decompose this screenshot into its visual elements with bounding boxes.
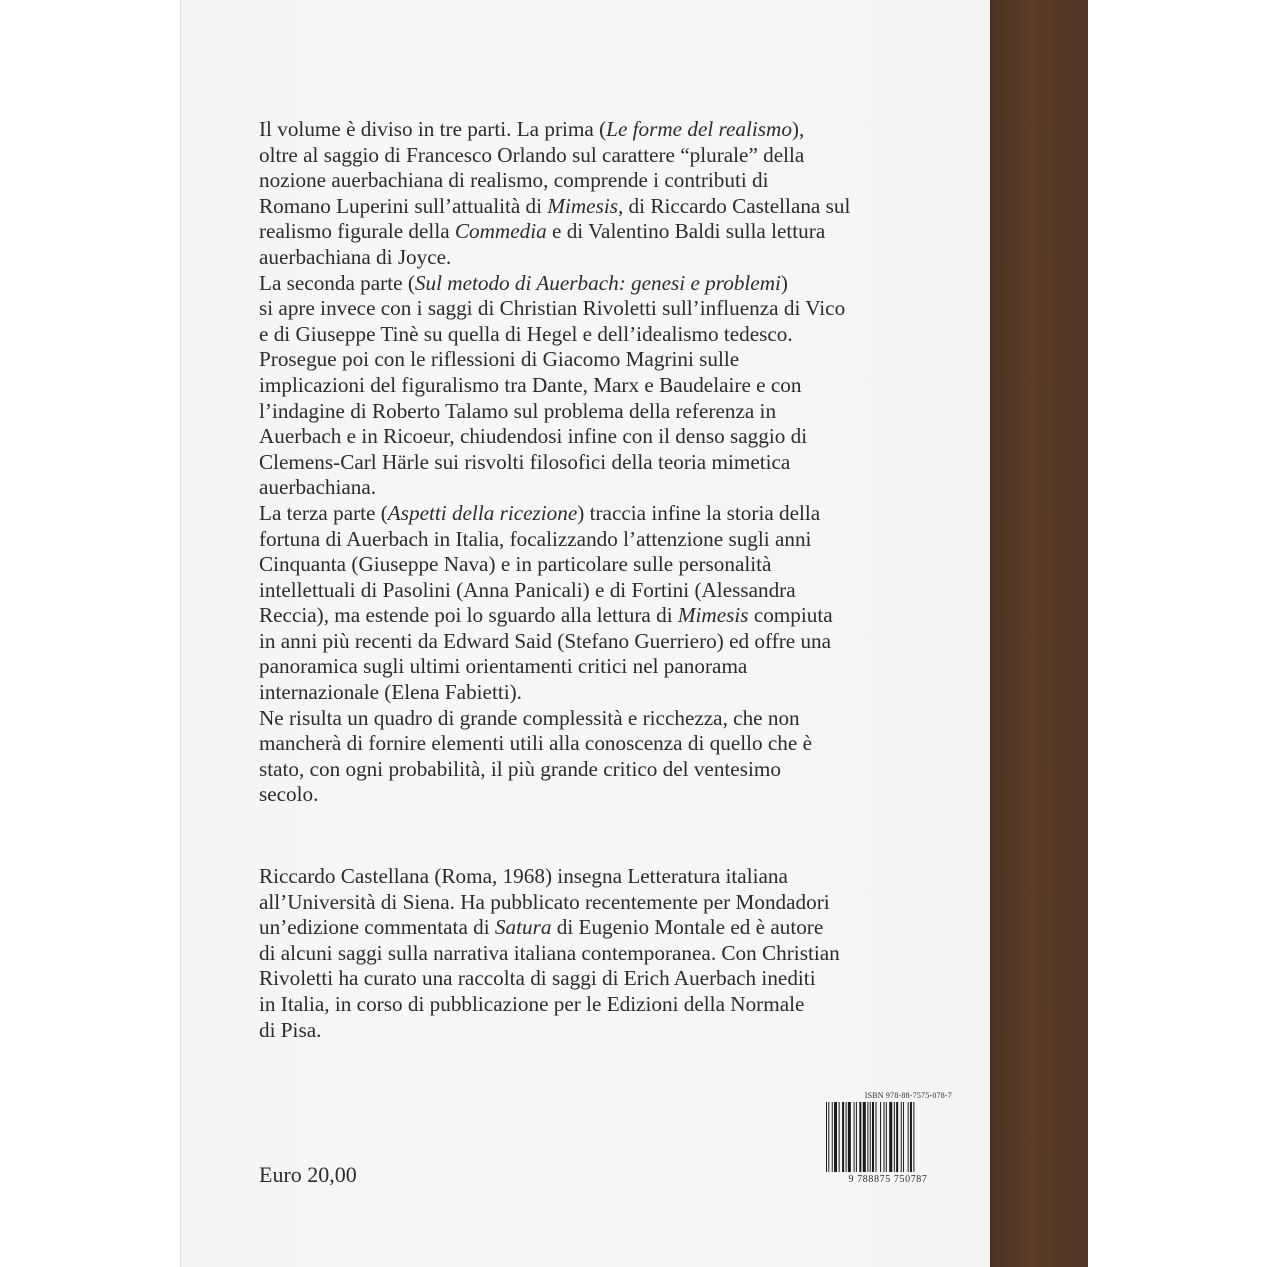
barcode-bar: [842, 1102, 844, 1172]
blurb-text: [259, 117, 949, 808]
barcode-bar: [848, 1102, 851, 1172]
barcode-bar: [880, 1102, 881, 1172]
barcode-bar: [872, 1102, 874, 1172]
blurb-paragraph-2: La seconda parte (Sul metodo di Auerbach: genesi e problemi) si apre invece con i saggi di Christian Rivoletti sull’influenza di Vico e di Giuseppe Tinè su quella di Hegel e dell’idealismo tedesco. Prosegue poi con le riflessioni di Giacomo Magrini sulle implicazioni del figuralismo tra Dante, Marx e Baudelaire e con l’indagine di Roberto Talamo sul problema della referenza in Auerbach e in Ricoeur, chiudendosi infine con il denso saggio di Clemens-Carl Härle sui risvolti filosofici della teoria mimetica auerbachiana.: [259, 270, 846, 500]
book-spine: [990, 0, 1088, 1267]
barcode-bar: [913, 1102, 914, 1172]
barcode-bar: [884, 1102, 885, 1172]
barcode-bar: [910, 1102, 912, 1172]
barcode-bar: [867, 1102, 868, 1172]
barcode-digits: 9 788875 750787: [848, 1174, 928, 1185]
barcode-bar: [886, 1102, 887, 1172]
barcode-bar: [894, 1102, 895, 1172]
barcode-bar: [834, 1102, 837, 1172]
barcode-bar: [856, 1102, 857, 1172]
blurb-paragraph-3: La terza parte (Aspetti della ricezione) traccia infine la storia della fortuna di Auerbach in Italia, focalizzando l’attenzione sugli anni Cinquanta (Giuseppe Nava) e in particolare sulle personalità intellettuali di Pasolini (Anna Panicali) e di Fortini (Alessandra Reccia), ma estende poi lo sguardo alla lettura di Mimesis compiuta in anni più recenti da Edward Said (Stefano Guerriero) ed offre una panoramica sugli ultimi orientamenti critici nel panorama internazionale (Elena Fabietti).: [259, 500, 833, 705]
barcode-bar: [846, 1102, 847, 1172]
barcode-bar: [901, 1102, 902, 1172]
barcode-bar: [875, 1102, 876, 1172]
barcode-bar: [859, 1102, 861, 1172]
barcode-bar: [870, 1102, 871, 1172]
barcode-bar: [826, 1102, 827, 1172]
barcode-bar: [896, 1102, 898, 1172]
barcode-bar: [828, 1102, 829, 1172]
barcode-bar: [854, 1102, 855, 1172]
price-label: Euro 20,00: [259, 1162, 357, 1187]
barcode-bar: [863, 1102, 866, 1172]
barcode-bar: [832, 1102, 833, 1172]
barcode-bar: [839, 1102, 840, 1172]
barcode-bar: [889, 1102, 892, 1172]
barcode-bar: [908, 1102, 909, 1172]
author-bio: [259, 864, 949, 1043]
author-bio-paragraph: Riccardo Castellana (Roma, 1968) insegna Letteratura italiana all’Università di Siena. Ha pubblicato recentemente per Mondadori un’edizione commentata di Satura di Eugenio Montale ed è autore di alcuni saggi sulla narrativa italiana contemporanea. Con Christian Rivoletti ha curato una raccolta di saggi di Erich Auerbach inediti in Italia, in corso di pubblicazione per le Edizioni della Normale di Pisa.: [259, 864, 840, 1042]
blurb-paragraph-4: Ne risulta un quadro di grande complessità e ricchezza, che non mancherà di fornire elementi utili alla conoscenza di quello che è stato, con ogni probabilità, il più grande critico del ventesimo secolo.: [259, 705, 812, 807]
blurb-paragraph-1: Il volume è diviso in tre parti. La prima (Le forme del realismo), oltre al saggio di Francesco Orlando sul carattere “plurale” della nozione auerbachiana di realismo, comprende i contributi di Romano Luperini sull’attualità di Mimesis, di Riccardo Castellana sul realismo figurale della Commedia e di Valentino Baldi sulla lettura auerbachiana di Joyce.: [259, 117, 851, 269]
barcode: [826, 1102, 950, 1172]
barcode-bar: [903, 1102, 904, 1172]
isbn-label: ISBN 978-88-7575-078-7: [864, 1091, 952, 1100]
